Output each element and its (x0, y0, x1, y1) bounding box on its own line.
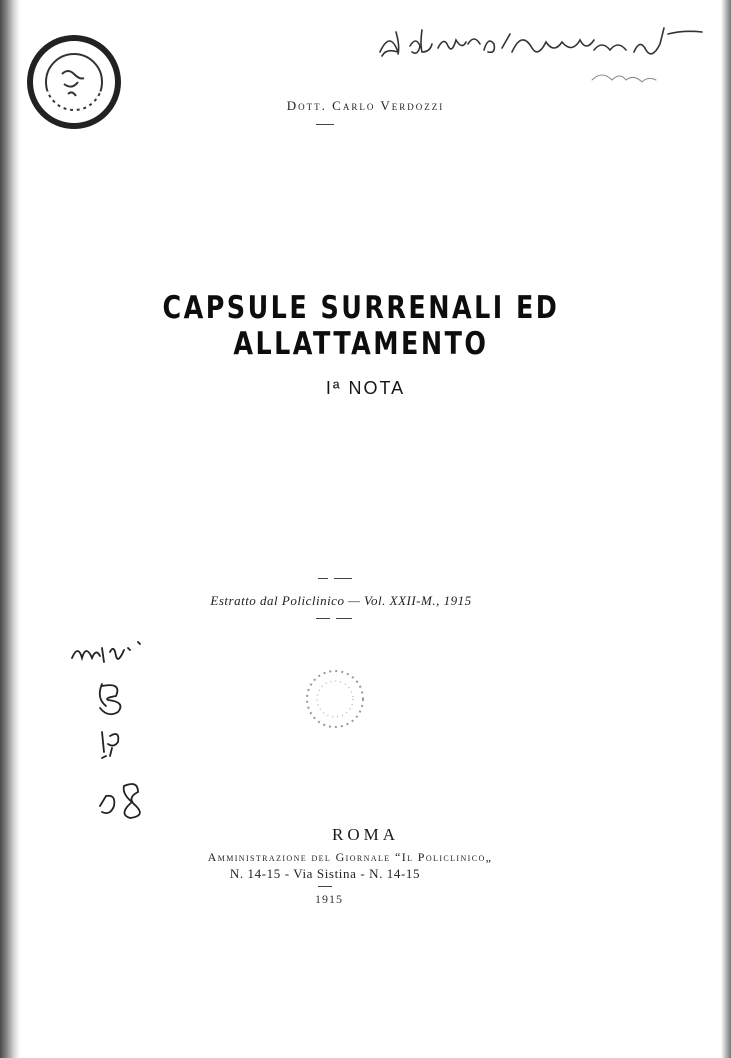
page-right-edge-shadow (721, 0, 731, 1058)
library-stamp-icon (24, 32, 124, 132)
handwritten-shelfmarks (62, 628, 182, 828)
publication-year: 1915 (315, 892, 343, 906)
extract-divider-top-2 (334, 578, 352, 579)
extract-divider-bottom-1 (316, 618, 330, 619)
author-divider (316, 124, 334, 125)
publisher-line: Amministrazione del Giornale “Il Policlinico„ (207, 850, 493, 864)
extract-divider-bottom-2 (336, 618, 352, 619)
extract-note: Estratto dal Policlinico — Vol. XXII-M., 1915 (210, 593, 472, 608)
extract-divider-top-1 (318, 578, 328, 579)
author-name: Dott. Carlo Verdozzi (286, 98, 445, 113)
embossed-stamp-icon (300, 664, 370, 734)
document-title: CAPSULE SURRENALI ED ALLATTAMENTO (162, 290, 560, 362)
handwritten-dedication (372, 22, 712, 92)
year-divider (318, 886, 332, 887)
document-subtitle: Iª NOTA (325, 378, 406, 398)
publisher-address: N. 14-15 - Via Sistina - N. 14-15 (229, 866, 421, 881)
publication-city: ROMA (331, 825, 399, 844)
